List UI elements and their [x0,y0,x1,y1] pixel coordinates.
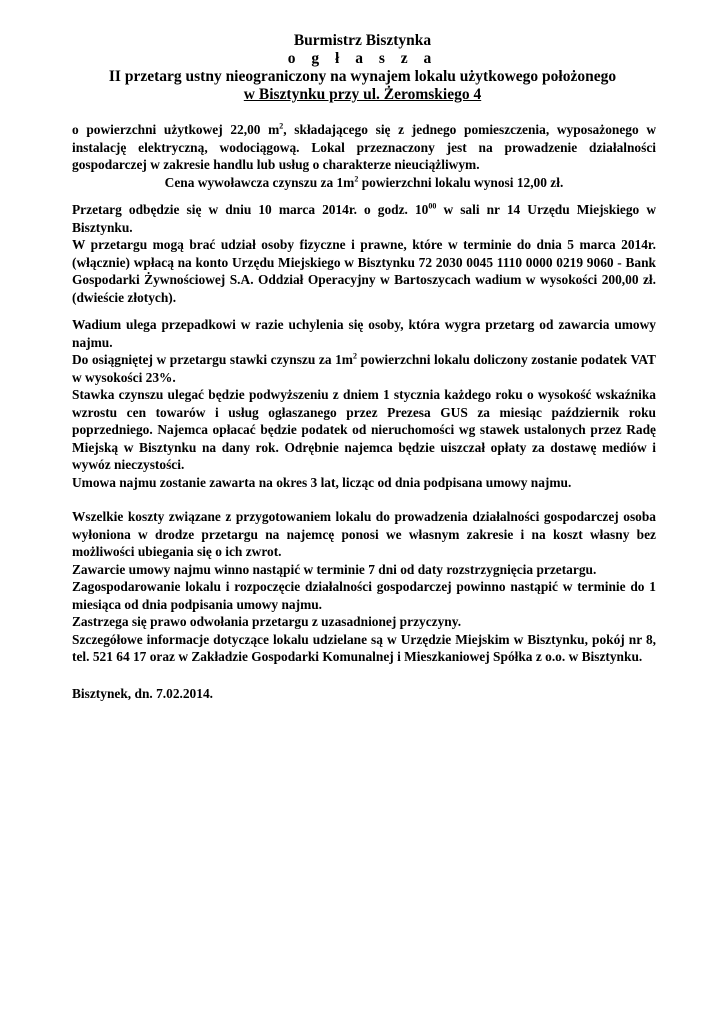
place-date: Bisztynek, dn. 7.02.2014. [72,686,213,701]
starting-price: Cena wywoławcza czynszu za $1m^2$ powierzchni lokalu wynosi 12,00 zł. [164,174,564,190]
announces-word: o g ł a s z a [287,50,438,67]
announcement-header [0,32,725,104]
business-start: Zagospodarowanie lokalu i rozpoczęcie działalności gospodarczej powinno nastąpić w terminie do 1 miesiąca od dnia podpisania umowy najmu. [72,579,656,612]
auction-date: Przetarg odbędzie się w dniu 10 marca 2014r. o godz. $10^{00}$ w sali nr 14 Urzędu Miejskiego w Bisztynku. [72,201,656,235]
title-line-2: w Bisztynku przy ul. Żeromskiego 4 [243,86,482,103]
title-line-1: II przetarg ustny nieograniczony na wynajem lokalu użytkowego położonego [108,68,617,85]
lease-term: Umowa najmu zostanie zawarta na okres 3 lat, licząc od dnia podpisana umowy najmu. [72,474,572,490]
contract-deadline: Zawarcie umowy najmu winno nastąpić w terminie 7 dni od daty rozstrzygnięcia przetargu. [72,561,597,577]
cancellation-right: Zastrzega się prawo odwołania przetargu z uzasadnionej przyczyny. [72,614,462,629]
issuing-authority: Burmistrz Bisztynka [293,32,432,49]
announcement-body [72,121,656,666]
premises-description: o powierzchni użytkowej 22,00 $m^2$, składającego się z jednego pomieszczenia, wyposażonego w instalację elektryczną, wodociągową. Lokal przeznaczony jest na prowadzenie działalności gospodarczej w zakresie handlu lub usług o charakterze nieuciążliwym. [72,121,656,172]
costs-clause: Wszelkie koszty związane z przygotowaniem lokalu do prowadzenia działalności gospodarczej osoba wyłoniona w drodze przetargu na najemcę ponosi we własnym zakresie i na koszt własny bez możliwości ubiegania się o ich zwrot. [72,509,656,559]
vat-clause: Do osiągniętej w przetargu stawki czynszu za $1m^2$ powierzchni lokalu doliczony zostanie podatek VAT w wysokości 23%. [72,351,656,385]
rent-indexation: Stawka czynszu ulegać będzie podwyższeniu z dniem 1 stycznia każdego roku o wysokość wskaźnika wzrostu cen towarów i usług ogłaszanego przez Prezesa GUS za miesiąc październik roku poprzedniego. Najemca opłacać będzie podatek od nieruchomości wg stawek ustalonych przez Radę Miejską w Bisztynku na dany rok. Odrębnie najemca będzie uiszczał opłaty za dostawę mediów i wywóz nieczystości. [72,387,656,472]
contact-info: Szczegółowe informacje dotyczące lokalu udzielane są w Urzędzie Miejskim w Bisztynku, pokój nr 8, tel. 521 64 17 oraz w Zakładzie Gospodarki Komunalnej i Mieszkaniowej Spółka z o.o. w Bisztynku. [72,631,656,664]
participation-deposit: W przetargu mogą brać udział osoby fizyczne i prawne, które w terminie do dnia 5 marca 2014r. (włącznie) wpłacą na konto Urzędu Miejskiego w Bisztynku 72 2030 0045 1110 0000 0219 9060 - Bank Gospodarki Żywnościowej S.A. Oddział Operacyjny w Bartoszycach wadium w wysokości 200,00 zł. (dwieście złotych). [72,237,656,305]
deposit-forfeit: Wadium ulega przepadkowi w razie uchylenia się osoby, która wygra przetarg od zawarcia umowy najmu. [72,317,656,350]
